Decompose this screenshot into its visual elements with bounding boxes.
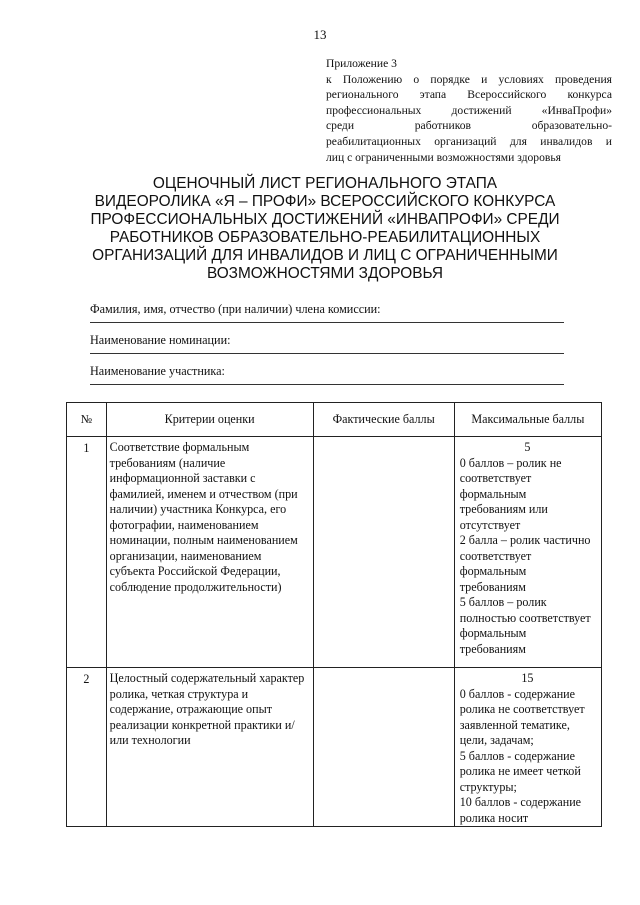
- nomination-field: [90, 333, 564, 354]
- title-line: ОРГАНИЗАЦИЙ ДЛЯ ИНВАЛИДОВ И ЛИЦ С ОГРАНИЧЕННЫМИ: [92, 247, 558, 264]
- title-line: ВИДЕОРОЛИКА «Я – ПРОФИ» ВСЕРОССИЙСКОГО КОНКУРСА: [94, 193, 556, 210]
- nomination-label: Наименование номинации:: [90, 333, 231, 347]
- table-header-row: [67, 403, 602, 437]
- member-name-label: Фамилия, имя, отчество (при наличии) члена комиссии:: [90, 302, 381, 316]
- title-line: ОЦЕНОЧНЫЙ ЛИСТ РЕГИОНАЛЬНОГО ЭТАПА: [152, 175, 498, 192]
- scale-item: 5 баллов - содержание ролика не имеет четкой структуры;: [459, 748, 581, 794]
- scale-item: 0 баллов - содержание ролика не соответствует заявленной тематике, цели, задачам;: [459, 686, 585, 747]
- header-actual: Фактические баллы: [313, 403, 454, 437]
- appendix-line: лиц с ограниченными возможностями здоровья: [326, 150, 561, 164]
- row-number-cell: [67, 437, 107, 668]
- actual-score-cell[interactable]: [313, 437, 454, 668]
- appendix-line: профессиональных достижений «ИнваПрофи»: [326, 103, 612, 117]
- row-number: 1: [83, 441, 90, 455]
- scale-item: 2 балла – ролик частично соответствует формальным требованиям: [459, 533, 591, 594]
- participant-line[interactable]: [90, 384, 564, 385]
- max-score-cell: [454, 668, 601, 827]
- appendix-line: реабилитационных организаций для инвалидов и: [326, 134, 612, 148]
- header-number: №: [67, 403, 107, 437]
- page-number: 13: [313, 27, 327, 42]
- title-line: ПРОФЕССИОНАЛЬНЫХ ДОСТИЖЕНИЙ «ИНВАПРОФИ» СРЕДИ: [90, 211, 560, 228]
- member-name-field: [90, 302, 564, 323]
- title-line: РАБОТНИКОВ ОБРАЗОВАТЕЛЬНО-РЕАБИЛИТАЦИОННЫХ: [109, 229, 541, 246]
- criteria-cell: [106, 437, 313, 668]
- title-line: ВОЗМОЖНОСТЯМИ ЗДОРОВЬЯ: [206, 265, 444, 282]
- member-name-line[interactable]: [90, 322, 564, 323]
- row-number: 2: [83, 672, 90, 686]
- max-score: 5: [524, 440, 531, 454]
- appendix-line: регионального этапа Всероссийского конкурса: [326, 88, 612, 102]
- appendix-line: среди работников образовательно-: [326, 119, 612, 133]
- max-score-cell: [454, 437, 601, 668]
- criteria-table: [66, 402, 602, 827]
- participant-field: [90, 364, 564, 385]
- participant-label: Наименование участника:: [90, 364, 225, 378]
- table-row: [67, 437, 602, 668]
- scale-item: 0 баллов – ролик не соответствует формальным требованиям или отсутствует: [459, 455, 562, 532]
- table-row: [67, 668, 602, 827]
- document-title: [86, 175, 564, 283]
- scale-item: 10 баллов - содержание ролика носит: [459, 795, 582, 825]
- actual-score-cell[interactable]: [313, 668, 454, 827]
- header-criteria: Критерии оценки: [106, 403, 313, 437]
- appendix-line: к Положению о порядке и условиях проведения: [326, 72, 612, 86]
- criteria-text: Целостный содержательный характер ролика, четкая структура и содержание, отражающие опыт реализации конкретной практики и/или технологии: [109, 671, 305, 747]
- scale-item: 5 баллов – ролик полностью соответствует формальным требованиям: [459, 595, 591, 656]
- criteria-text: Соответствие формальным требованиям (наличие информационной заставки с фамилией, именем и отчеством (при наличии) участника Конкурса, его фотографии, наименованием номинации, полным наименованием организации, наименованием субъекта Российской Федерации, соблюдение продолжительности): [109, 440, 298, 594]
- max-score: 15: [521, 671, 534, 685]
- appendix-line: Приложение 3: [326, 57, 397, 70]
- appendix-note: [326, 56, 612, 165]
- nomination-line[interactable]: [90, 353, 564, 354]
- criteria-cell: [106, 668, 313, 827]
- header-max: Максимальные баллы: [454, 403, 601, 437]
- row-number-cell: [67, 668, 107, 827]
